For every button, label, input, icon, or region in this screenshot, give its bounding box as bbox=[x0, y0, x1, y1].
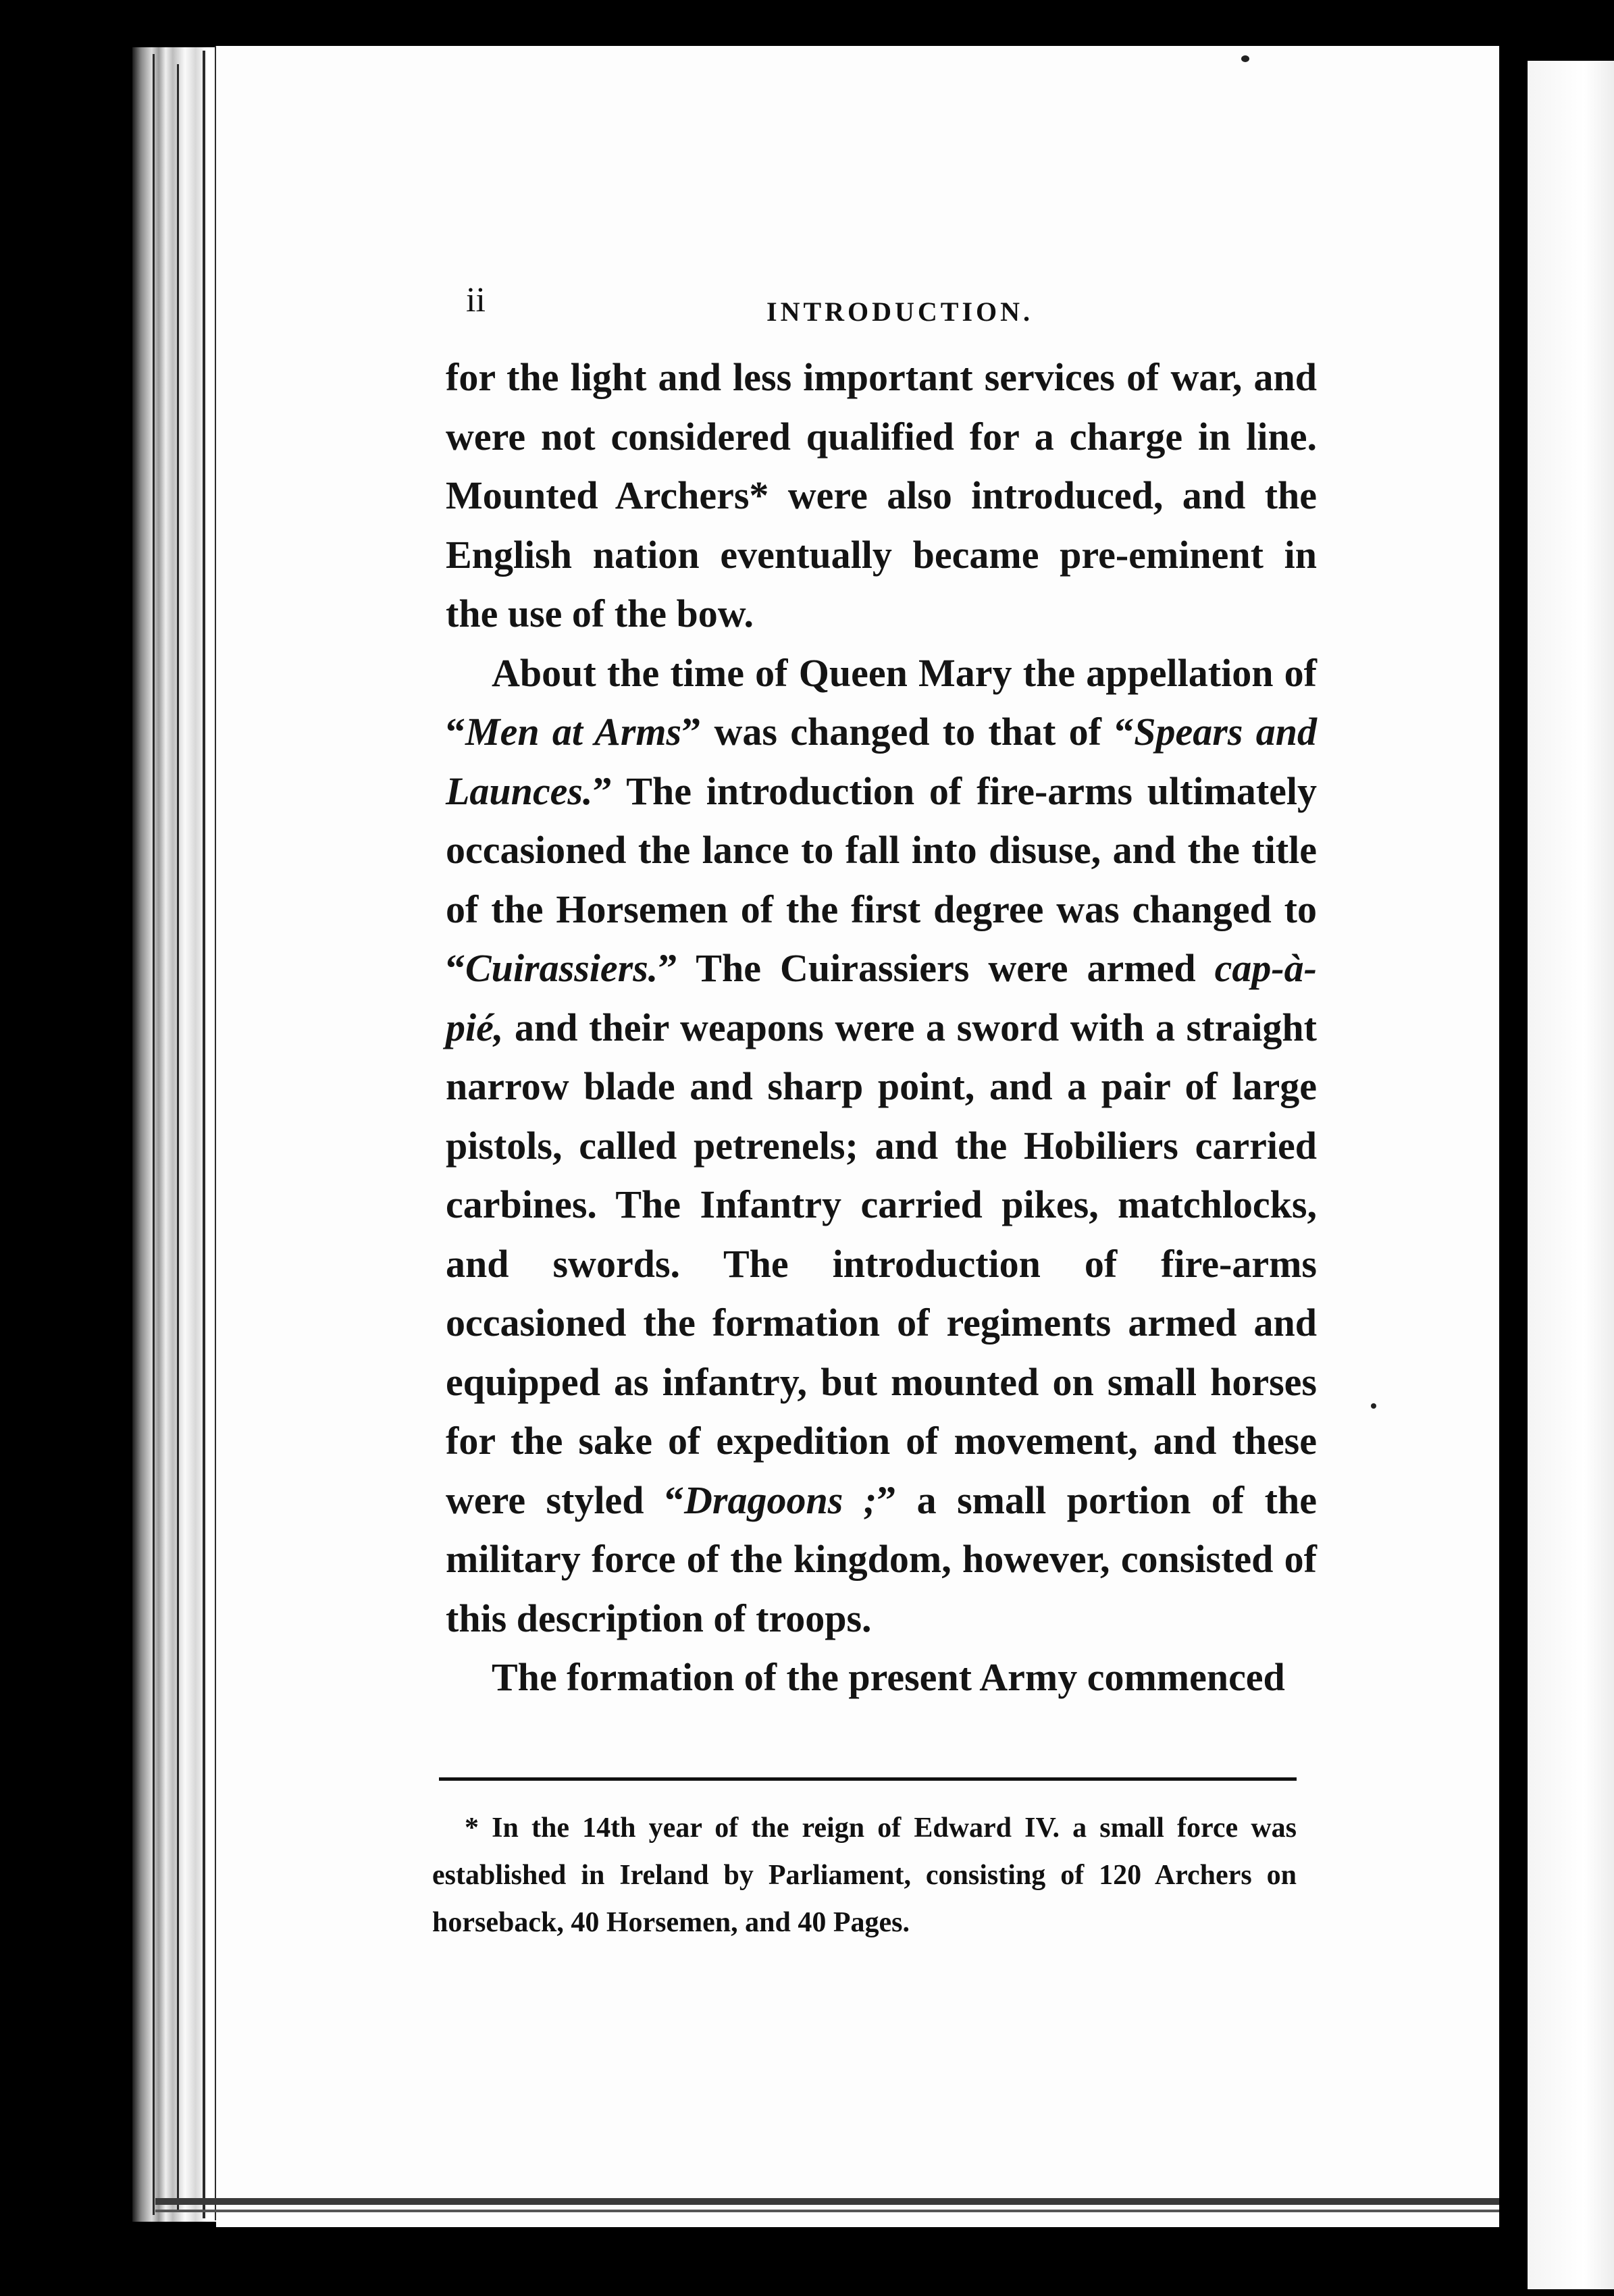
page-edge-line bbox=[177, 64, 179, 2212]
book-page-edges bbox=[132, 47, 220, 2222]
italic-term: Men at Arms bbox=[465, 710, 682, 754]
paragraph bbox=[446, 1648, 1317, 1707]
text-run: ” was changed to that of “ bbox=[681, 710, 1135, 754]
italic-term: Cuirassiers. bbox=[465, 946, 658, 990]
footnote-rule bbox=[439, 1777, 1297, 1781]
page-edge-line bbox=[203, 51, 205, 2218]
page-bottom-edge bbox=[155, 2210, 1499, 2212]
body-text bbox=[446, 348, 1317, 1707]
italic-term: cap-à-pié, bbox=[446, 946, 1317, 1049]
running-head-text: INTRODUCTION. bbox=[766, 296, 1034, 327]
italic-term: Dragoons ; bbox=[684, 1478, 877, 1522]
page-edge-line bbox=[153, 54, 155, 2215]
footnote bbox=[432, 1804, 1297, 1946]
footnote-text: * In the 14th year of the reign of Edward IV. a small force was established in Ireland by Parliament, consisting of 120 Archers on horseback, 40 Horsemen, and 40 Pages. bbox=[432, 1812, 1297, 1938]
text-run: The formation of the present Army commenced bbox=[492, 1655, 1285, 1699]
text-run: were also introduced, and the English nation eventually became pre-eminent in the use of the bow. bbox=[446, 473, 1317, 635]
scan-speck bbox=[1371, 1403, 1376, 1409]
footnote-marker: * bbox=[749, 473, 769, 517]
paragraph bbox=[446, 348, 1317, 644]
page-number: ii bbox=[466, 281, 486, 319]
text-run: ” The Cuirassiers were armed bbox=[658, 946, 1215, 990]
text-run: for the light and less important services of war, and were not considered qualified for a charge in line. Mounted Archers bbox=[446, 355, 1317, 517]
italic-term: Spears and Launces. bbox=[446, 710, 1318, 813]
text-run: About the time of Queen Mary the appellation of “ bbox=[446, 650, 1317, 754]
text-run: and their weapons were a sword with a straight narrow blade and sharp point, and a pair of large pistols, called petrenels; and the Hobiliers carried carbines. The Infantry carried pikes, matchlocks, and swords. The introduction of fire-arms occasioned the formation of regiments armed and equipped as infantry, but mounted on small horses for the sake of expedition of movement, and these were styled “ bbox=[446, 1005, 1317, 1522]
scan-speck bbox=[1241, 55, 1249, 62]
running-head bbox=[473, 296, 1283, 328]
facing-page-edge bbox=[1528, 61, 1614, 2289]
page-bottom-edge bbox=[155, 2198, 1499, 2205]
text-run: ” The introduction of fire-arms ultimately occasioned the lance to fall into disuse, and the title of the Horsemen of the first degree was changed to “ bbox=[446, 768, 1317, 990]
text-run: ” a small portion of the military force of the kingdom, however, consisted of this description of troops. bbox=[446, 1478, 1317, 1640]
paragraph bbox=[446, 644, 1317, 1648]
